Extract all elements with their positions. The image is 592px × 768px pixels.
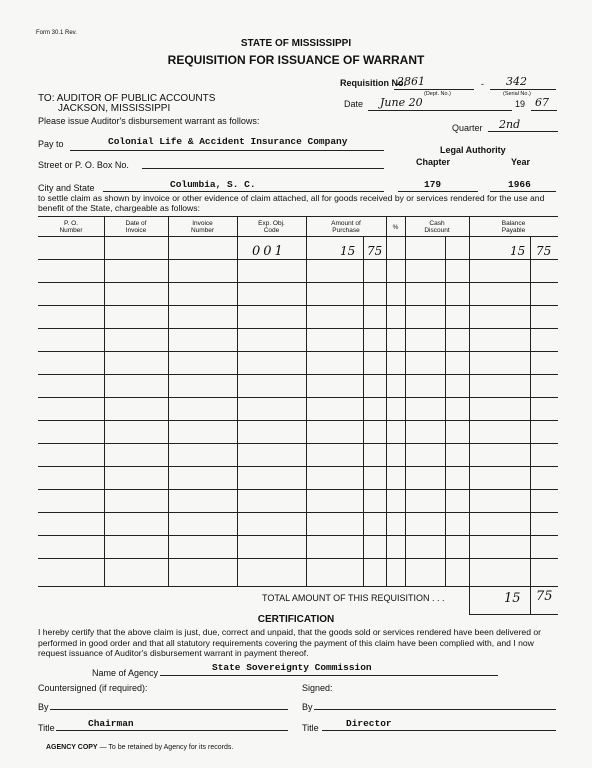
addressee-line1: TO: AUDITOR OF PUBLIC ACCOUNTS	[38, 93, 216, 104]
quarter-label: Quarter	[452, 123, 483, 133]
row1-code: 001	[252, 244, 286, 259]
table-row-line	[38, 535, 558, 536]
title-right-label: Title	[302, 723, 319, 733]
quarter-value: 2nd	[499, 118, 521, 131]
col-header-po: P. O. Number	[59, 220, 83, 234]
city-state-value: Columbia, S. C.	[170, 179, 256, 190]
table-row-line	[38, 512, 558, 513]
date-year-prefix: 19	[515, 99, 526, 109]
table-row-line	[38, 443, 558, 444]
state-heading: STATE OF MISSISSIPPI	[240, 38, 352, 49]
table-row-line	[38, 328, 558, 329]
title-left-line	[56, 730, 288, 731]
addressee-line2: JACKSON, MISSISSIPPI	[58, 103, 171, 114]
col-header-date: Date of Invoice	[125, 220, 147, 234]
pay-to-value: Colonial Life & Accident Insurance Company	[108, 136, 348, 147]
date-line	[368, 110, 512, 111]
col-header-amount: Amount of Purchase	[331, 220, 361, 234]
serial-no-value: 342	[506, 75, 527, 88]
chapter-line	[398, 191, 478, 192]
legal-year-line	[490, 191, 556, 192]
street-label: Street or P. O. Box No.	[38, 160, 129, 170]
table-row-line	[38, 259, 558, 260]
requisition-label: Requisition No.	[340, 78, 406, 88]
date-label: Date	[344, 99, 364, 109]
table-header-border	[38, 236, 558, 237]
table-col-divider	[469, 216, 470, 614]
col-header-percent: %	[392, 224, 399, 231]
legal-year-value: 1966	[508, 179, 531, 190]
row1-amount-dollars: 15	[340, 244, 356, 258]
col-header-discount: Cash Discount	[424, 220, 450, 234]
table-row-line	[38, 305, 558, 306]
table-row-line	[38, 351, 558, 352]
quarter-line	[488, 131, 558, 132]
by-left-line	[50, 709, 288, 710]
form-id: Form 30.1 Rev.	[36, 30, 77, 36]
chapter-value: 179	[424, 179, 442, 190]
table-col-divider	[405, 216, 406, 586]
table-bottom-border	[38, 586, 558, 587]
total-label: TOTAL AMOUNT OF THIS REQUISITION . . .	[262, 593, 445, 603]
form-title: REQUISITION FOR ISSUANCE OF WARRANT	[167, 53, 425, 67]
col-header-invoice: Invoice Number	[190, 220, 215, 234]
countersigned-label: Countersigned (if required):	[38, 683, 148, 693]
dept-no-line	[394, 89, 474, 90]
total-cents: 75	[536, 589, 553, 604]
date-year-value: 67	[535, 96, 549, 109]
by-right-line	[314, 709, 556, 710]
table-row-line	[38, 420, 558, 421]
table-row-line	[38, 282, 558, 283]
certification-text: I hereby certify that the above claim is just, due, correct and unpaid, that the goods sold or services rendered have been delivered or performed in good order and that all statutory requirements covering the payment of this claim have been complied with, and I now request issuance of Auditor's disbursement warrant in payment thereof.	[38, 627, 542, 658]
col-header-code: Exp. Obj. Code	[258, 220, 285, 234]
city-state-label: City and State	[38, 183, 95, 193]
serial-no-line	[490, 89, 556, 90]
settle-text: to settle claim as shown by invoice or other evidence of claim attached, all for goods received by or services rendered for the use and benefit of the State, chargeable as follows:	[38, 193, 545, 213]
agency-value: State Sovereignty Commission	[212, 662, 372, 673]
year-line	[531, 110, 557, 111]
title-right-line	[322, 730, 556, 731]
pay-to-line	[70, 150, 384, 151]
table-cents-divider	[363, 236, 364, 586]
table-row-line	[38, 466, 558, 467]
table-col-divider	[386, 216, 387, 586]
table-row-line	[38, 397, 558, 398]
agency-copy-note	[46, 744, 233, 751]
agency-copy-text: — To be retained by Agency for its records.	[99, 744, 234, 751]
certification-heading: CERTIFICATION	[257, 614, 335, 625]
legal-authority-label: Legal Authority	[440, 145, 506, 155]
date-value: June 20	[380, 96, 423, 109]
pay-to-label: Pay to	[38, 139, 64, 149]
row1-balance-dollars: 15	[510, 244, 526, 258]
chapter-label: Chapter	[416, 157, 451, 167]
table-col-divider	[168, 216, 169, 586]
agency-line	[160, 675, 498, 676]
row1-amount-cents: 75	[367, 244, 383, 258]
table-top-border	[38, 216, 558, 217]
city-state-line	[103, 191, 384, 192]
dept-no-caption: (Dept. No.)	[424, 91, 451, 97]
by-right-label: By	[302, 702, 313, 712]
serial-no-caption: (Serial No.)	[503, 91, 531, 97]
col-header-balance: Balance Payable	[501, 220, 526, 234]
title-right-value: Director	[346, 718, 392, 729]
table-col-divider	[237, 216, 238, 586]
table-col-divider	[104, 216, 105, 586]
table-cents-divider	[445, 236, 446, 586]
year-label: Year	[511, 157, 531, 167]
agency-copy-label: AGENCY COPY	[46, 744, 98, 751]
street-line	[142, 168, 384, 169]
signed-label: Signed:	[302, 683, 333, 693]
agency-label: Name of Agency	[92, 668, 159, 678]
title-left-label: Title	[38, 723, 55, 733]
dept-no-value: 2861	[397, 75, 425, 88]
row1-balance-cents: 75	[536, 244, 552, 258]
title-left-value: Chairman	[88, 718, 134, 729]
table-row-line	[38, 374, 558, 375]
instruction-text: Please issue Auditor's disbursement warrant as follows:	[38, 116, 260, 126]
table-row-line	[38, 489, 558, 490]
requisition-sep: -	[481, 79, 484, 89]
table-row-line	[38, 558, 558, 559]
total-dollars: 15	[504, 591, 521, 606]
by-left-label: By	[38, 702, 49, 712]
table-col-divider	[306, 216, 307, 586]
